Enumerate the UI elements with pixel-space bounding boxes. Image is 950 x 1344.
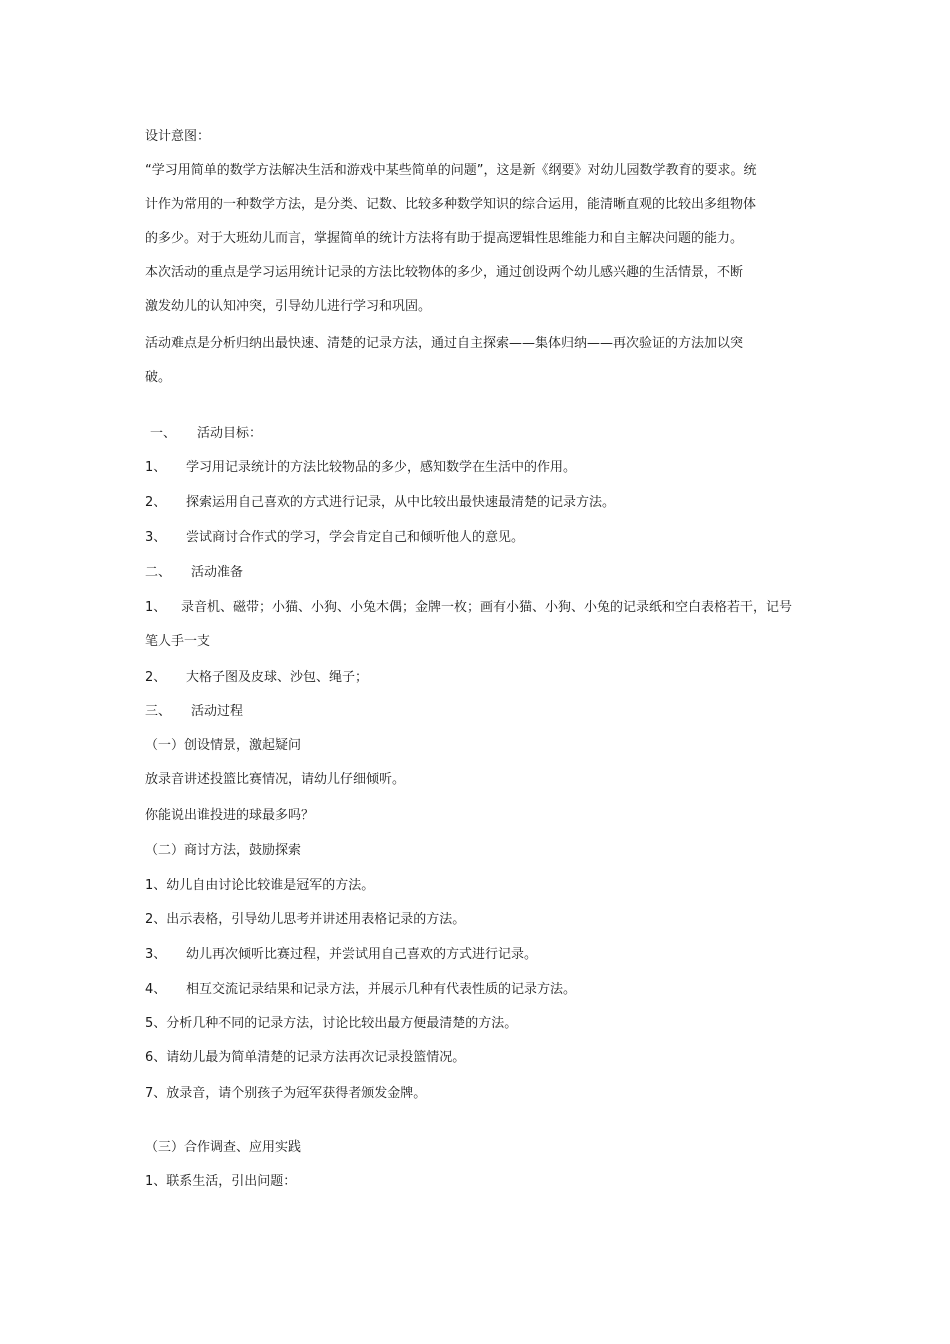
list-item-number: 3、 [145,947,167,962]
list-item-text: 大格子图及皮球、沙包、绳子； [186,670,369,685]
section-title: 活动准备 [191,565,244,580]
paragraph-line: 本次活动的重点是学习运用统计记录的方法比较物体的多少，通过创设两个幼儿感兴趣的生活情景，不断 [145,265,744,280]
list-item-number: 2、 [145,495,167,510]
section-number: 三、 [145,704,172,719]
section-title: 活动目标： [197,426,263,441]
section-title: 活动过程 [191,704,244,719]
section-number: 二、 [145,565,172,580]
paragraph-line: 的多少。对于大班幼儿而言，掌握简单的统计方法将有助于提高逻辑性思维能力和自主解决问题的能力。 [145,231,744,246]
list-item-number: 3、 [145,530,167,545]
list-item-text: 录音机、磁带；小猫、小狗、小兔木偶；金牌一枚；画有小猫、小狗、小兔的记录纸和空白表格若干，记号 [181,600,793,615]
paragraph-line: 放录音讲述投篮比赛情况，请幼儿仔细倾听。 [145,772,406,787]
subsection-heading: （一）创设情景，激起疑问 [145,738,302,753]
list-item-number: 4、 [145,982,167,997]
list-item-text: 相互交流记录结果和记录方法，并展示几种有代表性质的记录方法。 [186,982,577,997]
list-item-number: 2、 [145,670,167,685]
list-item-text: 尝试商讨合作式的学习，学会肯定自己和倾听他人的意见。 [186,530,525,545]
paragraph-line: 活动难点是分析归纳出最快速、清楚的记录方法，通过自主探索——集体归纳——再次验证的方法加以突 [145,336,744,351]
list-item-text: 探索运用自己喜欢的方式进行记录，从中比较出最快速最清楚的记录方法。 [186,495,616,510]
paragraph-line: 破。 [145,370,172,385]
paragraph-line: 激发幼儿的认知冲突，引导幼儿进行学习和巩固。 [145,299,432,314]
list-item-number: 1、 [145,460,167,475]
subsection-heading: （三）合作调查、应用实践 [145,1140,302,1155]
list-item: 6、请幼儿最为简单清楚的记录方法再次记录投篮情况。 [145,1050,466,1065]
list-item-continuation: 笔人手一支 [145,634,211,649]
list-item: 1、联系生活，引出问题： [145,1174,297,1189]
design-intent-heading: 设计意图： [145,129,211,144]
list-item-text: 学习用记录统计的方法比较物品的多少，感知数学在生活中的作用。 [186,460,577,475]
list-item-text: 幼儿再次倾听比赛过程，并尝试用自己喜欢的方式进行记录。 [186,947,538,962]
list-item: 7、放录音，请个别孩子为冠军获得者颁发金牌。 [145,1086,427,1101]
paragraph-line: 计作为常用的一种数学方法，是分类、记数、比较多种数学知识的综合运用，能清晰直观的比较出多组物体 [145,197,757,212]
subsection-heading: （二）商讨方法，鼓励探索 [145,843,302,858]
list-item-number: 1、 [145,600,167,615]
paragraph-line: 你能说出谁投进的球最多吗？ [145,808,315,823]
list-item: 5、分析几种不同的记录方法，讨论比较出最方便最清楚的方法。 [145,1016,518,1031]
paragraph-line: “学习用简单的数学方法解决生活和游戏中某些简单的问题”，这是新《纲要》对幼儿园数学教育的要求。统 [145,163,757,178]
section-number: 一、 [150,426,177,441]
list-item: 1、幼儿自由讨论比较谁是冠军的方法。 [145,878,375,893]
list-item: 2、出示表格，引导幼儿思考并讲述用表格记录的方法。 [145,912,466,927]
